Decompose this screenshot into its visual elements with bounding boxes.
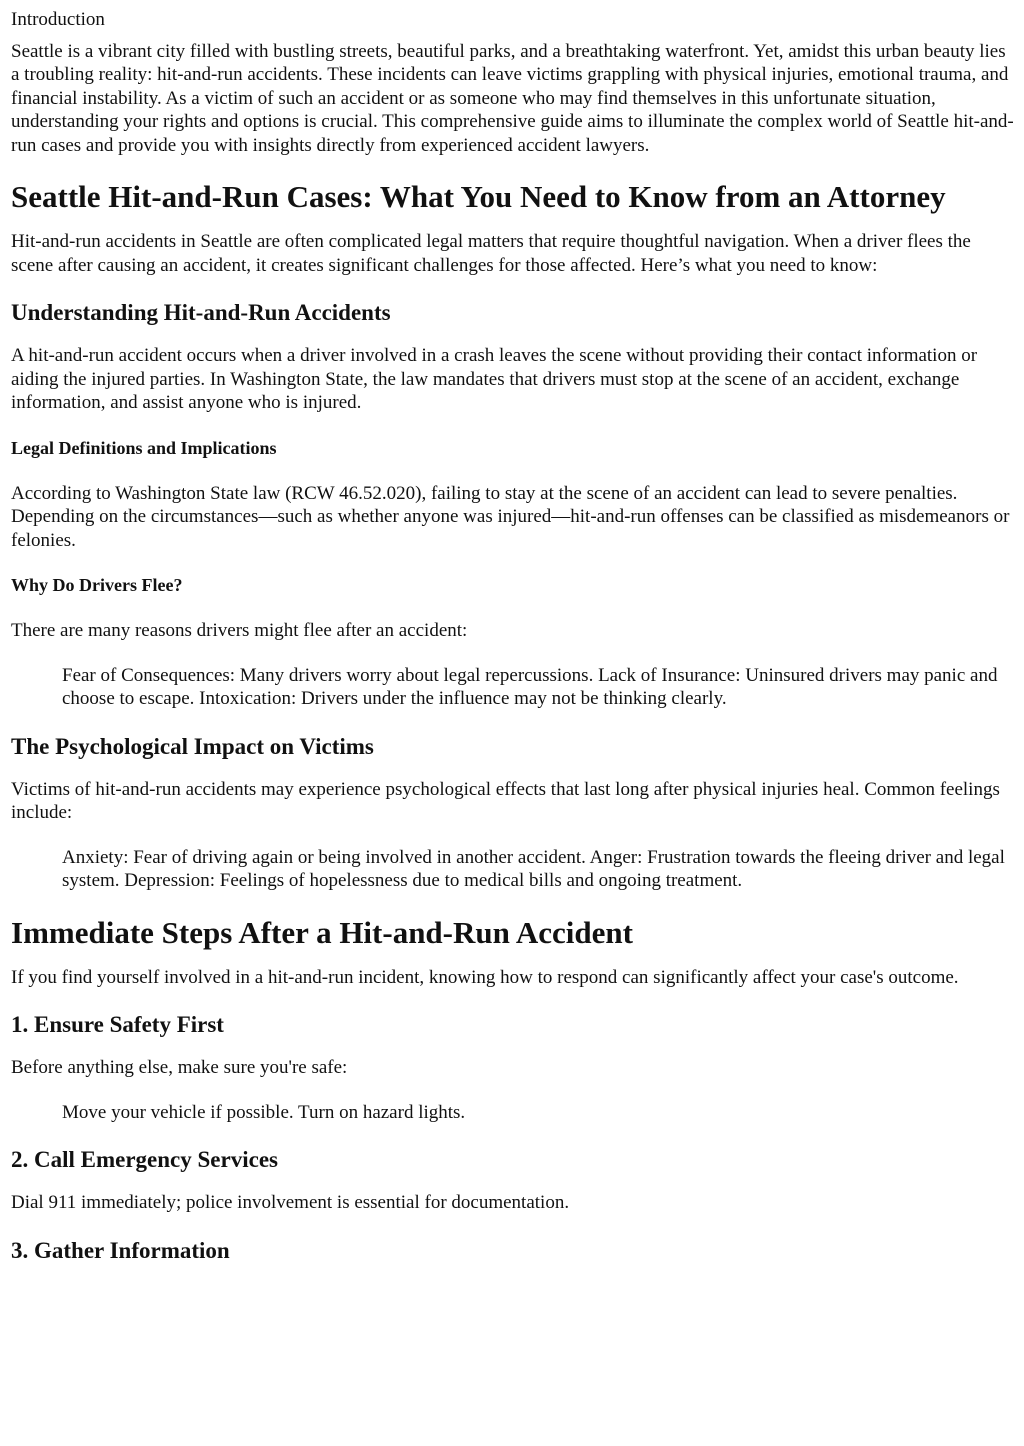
subheading-understanding: Understanding Hit-and-Run Accidents [11,300,391,325]
article [11,8,1016,1266]
subheading-step-2: 2. Call Emergency Services [11,1147,278,1172]
psych-feelings-quote: Anxiety: Fear of driving again or being involved in another accident. Anger: Frustration towards the fleeing driver and legal system. Depression: Feelings of hopelessness due to medical bills and ongoing treatment. [62,846,1005,891]
step-1-quote: Move your vehicle if possible. Turn on hazard lights. [62,1101,466,1123]
intro-label: Introduction [11,9,105,30]
step-1-paragraph: Before anything else, make sure you're safe: [11,1057,348,1078]
flee-reasons-quote: Fear of Consequences: Many drivers worry about legal repercussions. Lack of Insurance: Uninsured drivers may panic and choose to escape. Intoxication: Drivers under the influence may not be thinking clearly. [62,664,998,709]
subheading-legal-definitions: Legal Definitions and Implications [11,437,277,458]
subheading-step-3: 3. Gather Information [11,1237,230,1263]
intro-paragraph: Seattle is a vibrant city filled with bustling streets, beautiful parks, and a breathtaking waterfront. Yet, amidst this urban beauty lies a troubling reality: hit-and-run accidents. These incidents can leave victims grappling with physical injuries, emotional trauma, and financial instability. As a victim of such an accident or as someone who may find themselves in this unfortunate situation, understanding your rights and options is crucial. This comprehensive guide aims to illuminate the complex world of Seattle hit-and-run cases and provide you with insights directly from experienced accident lawyers. [11,40,1014,156]
immediate-steps-paragraph: If you find yourself involved in a hit-and-run incident, knowing how to respond can significantly affect your case's outcome. [11,966,959,988]
section-heading-immediate-steps: Immediate Steps After a Hit-and-Run Accident [11,914,633,950]
subheading-why-flee: Why Do Drivers Flee? [11,575,183,595]
section-heading-hit-and-run-cases: Seattle Hit-and-Run Cases: What You Need to Know from an Attorney [11,179,946,214]
legal-paragraph: According to Washington State law (RCW 46.52.020), failing to stay at the scene of an accident can lead to severe penalties. Depending on the circumstances—such as whether anyone was injured—hit-and-run offenses can be classified as misdemeanors or felonies. [11,482,1010,551]
section-intro-paragraph: Hit-and-run accidents in Seattle are often complicated legal matters that require thoughtful navigation. When a driver flees the scene after causing an accident, it creates significant challenges for those affected. Here’s what you need to know: [11,231,971,276]
step-2-paragraph: Dial 911 immediately; police involvement is essential for documentation. [11,1192,570,1213]
understanding-paragraph: A hit-and-run accident occurs when a driver involved in a crash leaves the scene without providing their contact information or aiding the injured parties. In Washington State, the law mandates that drivers must stop at the scene of an accident, exchange information, and assist anyone who is injured. [11,345,978,413]
subheading-psychological-impact: The Psychological Impact on Victims [11,733,374,759]
flee-paragraph: There are many reasons drivers might flee after an accident: [11,620,468,641]
psych-paragraph: Victims of hit-and-run accidents may experience psychological effects that last long after physical injuries heal. Common feelings include: [11,778,1000,823]
subheading-step-1: 1. Ensure Safety First [11,1012,224,1037]
